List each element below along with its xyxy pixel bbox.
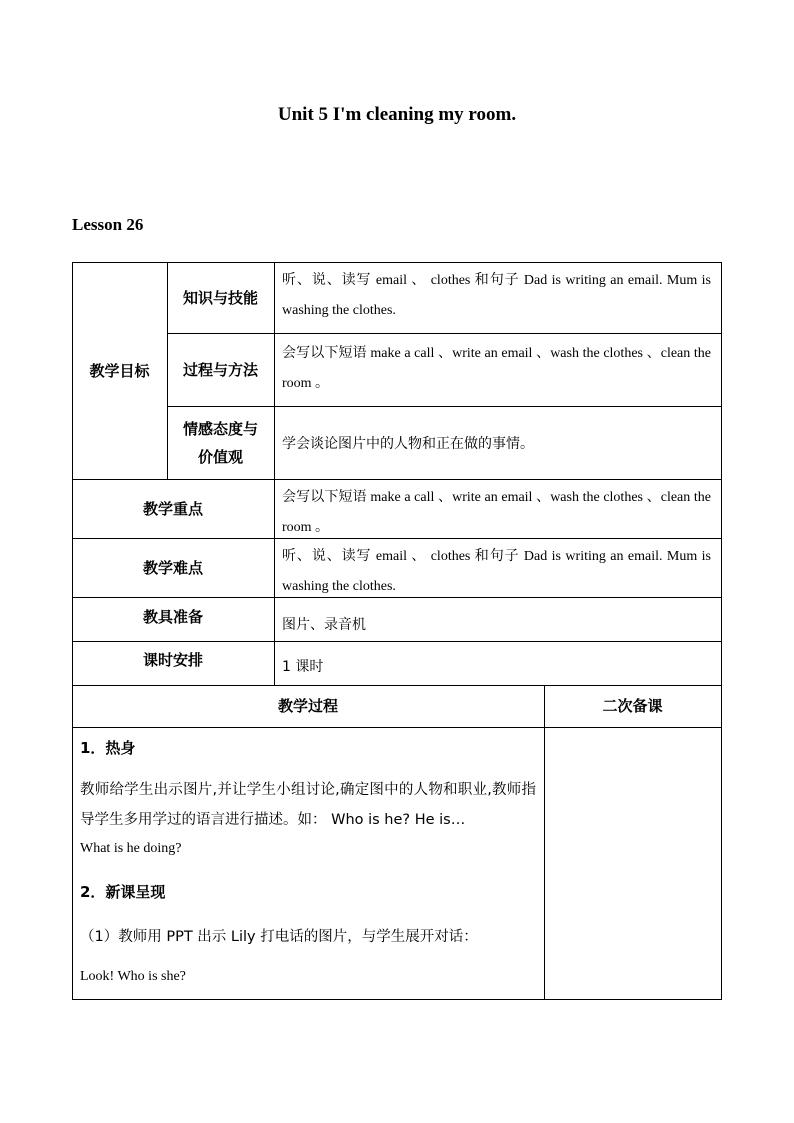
difficulties-label: 教学难点: [142, 558, 203, 577]
new-lesson-heading: 2．新课呈现: [80, 883, 166, 901]
materials-label: 教具准备: [142, 608, 203, 626]
process-header: 教学过程: [277, 697, 338, 715]
knowledge-skills-text: 听、说、读写 email 、 clothes 和句子 Dad is writing an email. Mum is washing the clothes.: [282, 273, 711, 318]
schedule-label: 课时安排: [142, 651, 203, 669]
dialog-line-1: Look! Who is she?: [80, 969, 186, 984]
key-points-text: 会写以下短语 make a call 、write an email 、wash the clothes 、clean the room 。: [282, 490, 711, 535]
key-points-label: 教学重点: [142, 499, 203, 518]
objectives-label: 教学目标: [89, 361, 150, 380]
schedule-text: 1 课时: [282, 659, 324, 675]
attitude-values-label: 情感态度与价值观: [182, 419, 258, 466]
process-methods-label: 过程与方法: [182, 360, 258, 379]
document-title: Unit 5 I'm cleaning my room.: [277, 104, 517, 125]
process-content: [72, 727, 544, 999]
lesson-number: Lesson 26: [72, 215, 144, 234]
attitude-values-text: 学会谈论图片中的人物和正在做的事情。: [282, 435, 534, 452]
warmup-heading: 1．热身: [80, 739, 136, 757]
new-lesson-step-1: （1）教师用 PPT 出示 Lily 打电话的图片，与学生展开对话：: [80, 929, 478, 945]
materials-text: 图片、录音机: [282, 617, 366, 633]
knowledge-skills-label: 知识与技能: [182, 288, 258, 307]
warmup-text-2: What is he doing?: [80, 841, 182, 856]
difficulties-text: 听、说、读写 email 、 clothes 和句子 Dad is writing an email. Mum is washing the clothes.: [282, 549, 711, 594]
process-methods-text: 会写以下短语 make a call 、write an email 、wash the clothes 、clean the room 。: [282, 346, 711, 391]
second-prep-content: [544, 727, 721, 999]
second-prep-header: 二次备课: [602, 697, 663, 715]
warmup-text: 教师给学生出示图片,并让学生小组讨论,确定图中的人物和职业,教师指导学生多用学过的语言进行描述。如： Who is he? He is…: [80, 782, 536, 828]
